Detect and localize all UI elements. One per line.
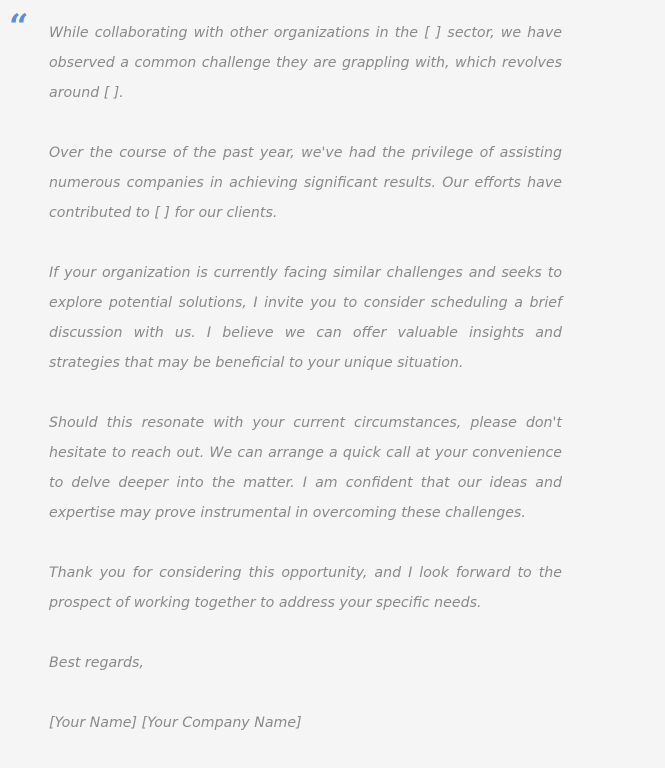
quote-icon: “ <box>9 7 26 47</box>
quote-paragraph-4: Should this resonate with your current circumstances, please don't hesitate to reach out. We can arrange a quick call at your convenience to delve deeper into the matter. I am confident that our ideas and expertise may prove instrumental in overcoming these challenges. <box>49 415 562 521</box>
signature: [Your Name] [Your Company Name] <box>49 715 302 731</box>
quote-paragraph-1: While collaborating with other organizations in the [ ] sector, we have observed a common challenge they are grappling with, which revolves around [ ]. <box>49 25 562 101</box>
quote-paragraph-5: Thank you for considering this opportunity, and I look forward to the prospect of working together to address your specific needs. <box>49 565 562 611</box>
quote-paragraph-3: If your organization is currently facing similar challenges and seeks to explore potential solutions, I invite you to consider scheduling a brief discussion with us. I believe we can offer valuable insights and strategies that may be beneficial to your unique situation. <box>49 265 562 371</box>
sign-off: Best regards, <box>49 655 144 671</box>
quote-body <box>49 18 562 768</box>
quote-paragraph-2: Over the course of the past year, we've had the privilege of assisting numerous companies in achieving significant results. Our efforts have contributed to [ ] for our clients. <box>49 145 562 221</box>
